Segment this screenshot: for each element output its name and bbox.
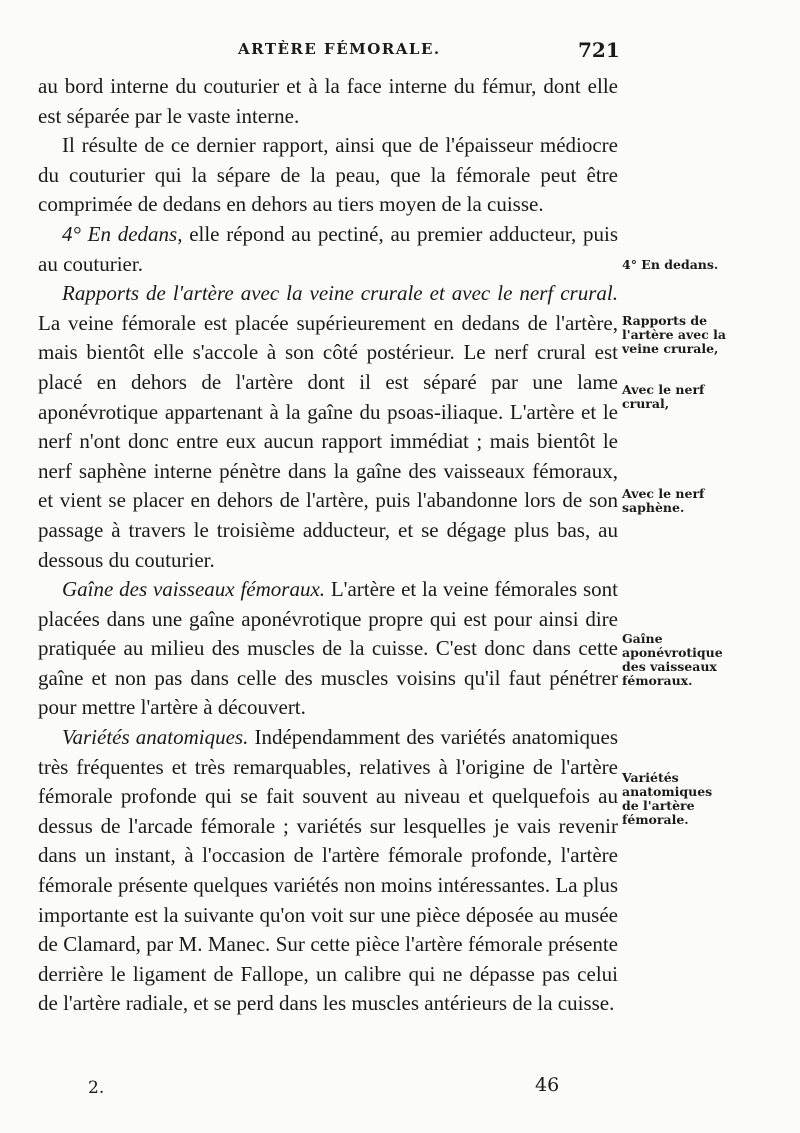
margin-note-gaine: Gaîne aponévrotique des vaisseaux fémoraux. bbox=[622, 631, 723, 688]
margin-note-nerf-saphene: Avec le nerf saphène. bbox=[622, 486, 705, 515]
margin-note-veine-crurale: Rapports de l'artère avec la veine crurale, bbox=[622, 313, 727, 356]
subhead-rapports: Rapports de l'artère avec la veine crurale et avec le nerf crural. bbox=[62, 281, 618, 306]
paragraph-text: L'artère et la veine fémorales sont placées dans une gaîne aponévrotique propre qui est pour ainsi dire pratiquée au milieu des muscles de la cuisse. C'est donc dans cette gaîne et non pas dans celle des muscles voisins qu'il faut pénétrer pour mettre l'artère à découvert. bbox=[38, 577, 618, 720]
paragraph-text: elle répond au pectiné, au premier adducteur, puis au couturier. bbox=[38, 221, 619, 276]
subhead-en-dedans: 4° En dedans, bbox=[62, 221, 183, 246]
paragraph-gaine bbox=[38, 575, 618, 723]
paragraph-text: La veine fémorale est placée supérieurement en dedans de l'artère, mais bientôt elle s'accole à son côté postérieur. Le nerf crural est placé en dehors de l'artère dont il est séparé par une lame aponévrotique appartenant à la gaîne du psoas-iliaque. L'artère et le nerf n'ont donc entre eux aucun rapport immédiat ; mais bientôt le nerf saphène interne pénètre dans la gaîne des vaisseaux fémoraux, et vient se placer en dehors de l'artère, puis l'abandonne lors de son passage à travers le troisième adducteur, et se dégage plus bas, au dessous du couturier. bbox=[38, 310, 618, 572]
signature-mark: 2. bbox=[88, 1078, 105, 1098]
sheet-number: 46 bbox=[535, 1074, 560, 1096]
margin-note-en-dedans: 4° En dedans. bbox=[622, 257, 719, 272]
paragraph-text: Indépendamment des variétés anatomiques très fréquentes et très remarquables, relatives à l'origine de l'artère fémorale profonde qui se fait souvent au niveau et quelquefois au dessus de l'arcade fémorale ; variétés sur lesquelles je vais revenir dans un instant, à l'occasion de l'artère fémorale profonde, l'artère fémorale présente quelques variétés non moins intéressantes. La plus importante est la suivante qu'on voit sur une pièce déposée au musée de Clamard, par M. Manec. Sur cette pièce l'artère fémorale présente derrière le ligament de Fallope, un calibre qui ne dépasse pas celui de l'artère radiale, et se perd dans les muscles antérieurs de la cuisse. bbox=[38, 725, 618, 1016]
margin-note-varietes: Variétés anatomiques de l'artère fémorale. bbox=[622, 770, 713, 827]
body-text bbox=[38, 72, 618, 1019]
page-footer bbox=[0, 1074, 800, 1104]
paragraph-continuation: au bord interne du couturier et à la face interne du fémur, dont elle est séparée par le vaste interne. bbox=[38, 74, 618, 128]
subhead-gaine: Gaîne des vaisseaux fémoraux. bbox=[62, 577, 326, 602]
subhead-varietes: Variétés anatomiques. bbox=[62, 725, 249, 750]
page-number: 721 bbox=[578, 38, 620, 62]
paragraph-compression: Il résulte de ce dernier rapport, ainsi que de l'épaisseur médiocre du couturier qui la sépare de la peau, que la fémorale peut être comprimée de dedans en dehors au tiers moyen de la cuisse. bbox=[38, 133, 618, 217]
running-title: ARTÈRE FÉMORALE. bbox=[238, 40, 441, 58]
paragraph-en-dedans bbox=[38, 220, 618, 279]
paragraph-varietes bbox=[38, 723, 618, 1019]
margin-note-nerf-crural: Avec le nerf crural, bbox=[622, 382, 705, 411]
running-head bbox=[0, 38, 800, 64]
paragraph-rapports bbox=[38, 279, 618, 575]
